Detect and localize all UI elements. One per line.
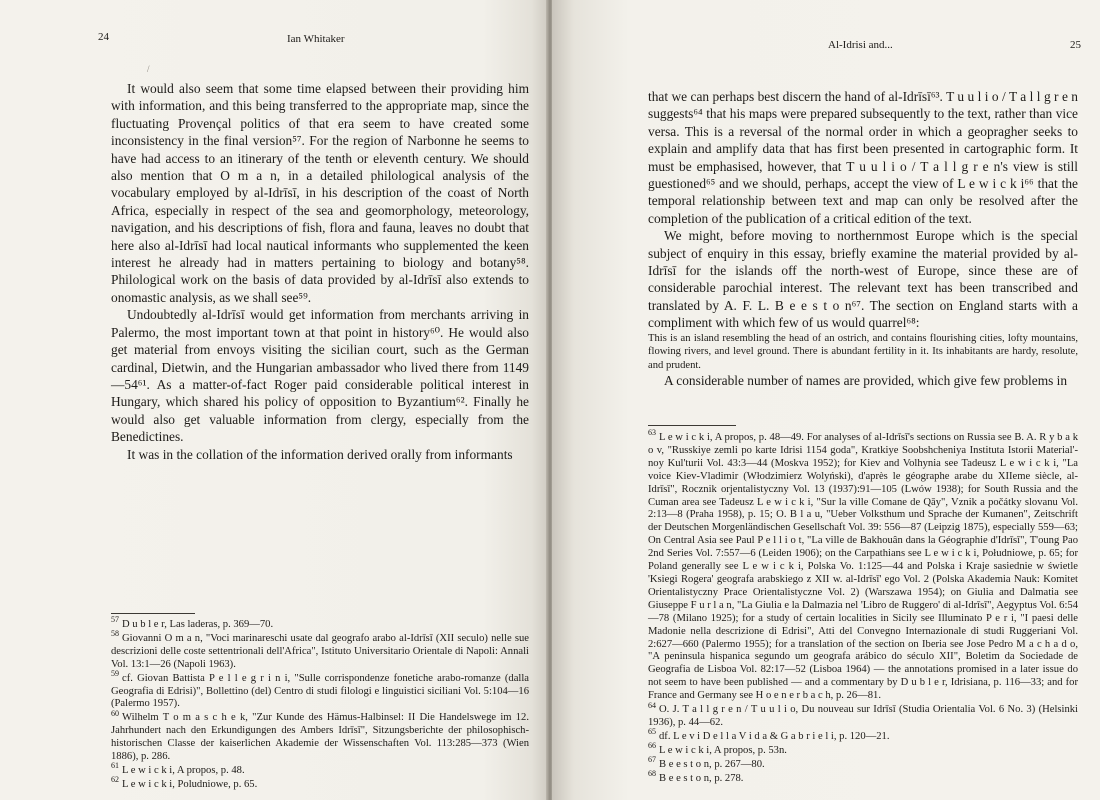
footnote: $^{60}$ Wilhelm T o m a s c h e k, "Zur Kunde des Hämus-Halbinsel: II Die Handelswege im 12. Jahrhundert nach den Erkundigungen des Ambers Idrīsī", Sitzungsberichte der philosophisch-historischen Classe der kaiserlichen Akademie der Wissenschaften Vol. 113:285—373 (Wien 1886), p. 286. <box>111 708 529 763</box>
footnotes <box>111 615 529 793</box>
page-number: 24 <box>98 31 109 43</box>
right-page <box>552 0 1100 800</box>
paragraph: A considerable number of names are provided, which give few problems in <box>664 372 1068 388</box>
running-head: Al-Idrisi and... <box>828 39 893 51</box>
footnotes <box>648 428 1078 786</box>
body-text <box>648 88 1078 389</box>
footnote-rule <box>111 613 195 614</box>
left-page <box>0 0 548 800</box>
footnote: $^{62}$ L e w i c k i, Poludniowe, p. 65. <box>111 775 258 790</box>
footnote: $^{57}$ D u b l e r, Las laderas, p. 369—70. <box>111 615 274 630</box>
footnote-rule <box>648 425 736 426</box>
block-quote: This is an island resembling the head of an ostrich, and contains flourishing cities, lofty mountains, flowing rivers, and level ground. There is abundant fertility in it. Its inhabitants are hardy, resolute, and prudent. <box>648 332 1078 371</box>
body-text <box>111 80 529 463</box>
footnote: $^{68}$ B e e s t o n, p. 278. <box>648 769 744 784</box>
paragraph: that we can perhaps best discern the hand of al-Idrīsī⁶³. T u u l i o / T a l l g r e n suggests⁶⁴ that his maps were prepared subsequently to the text, rather than vice versa. This is a reversal of the normal order in which a geopragher seeks to explain and amplify data that has first been presented in cartographic form. It must be emphasised, however, that T u u l i o / T a l l g r e n's view is still guestioned⁶⁵ and we should, perhaps, accept the view of L e w i c k i⁶⁶ that the temporal relationship between text and map can only be resolved after the completion of the publication of a critical edition of the text. <box>648 89 1078 226</box>
margin-mark: / <box>147 64 150 74</box>
paragraph: We might, before moving to northernmost Europe which is the special subject of enquiry in this essay, briefly examine the material provided by al-Idrīsī for the islands off the north-west of Europe, since these are of considerable parochial interest. The relevant text has been transcribed and translated by A. F. L. B e e s t o n⁶⁷. The section on England starts with a compliment with which few of us would quarrel⁶⁸: <box>648 228 1078 331</box>
paragraph: It would also seem that some time elapsed between their providing him with information, and this being transferred to the appropriate map, since the fluctuating Provençal politics of that era seem to have created some inconsistency in the final version⁵⁷. For the region of Narbonne he seems to have had access to an itinerary of the tenth or eleventh century. We should also mention that O m a n, in a detailed philological analysis of the vocabulary employed by al-Idrīsī, in his description of the coast of North Africa, especially in respect of the sea and geomorphology, meteorology, navigation, and his descriptions of fish, flora and fauna, leaves no doubt that here also al-Idrīsī had local nautical informants who supplemented the keen interest he already had in matters pertaining to biology and botany⁵⁸. Philological work on the basis of data provided by al-Idrīsī also extends to onomastic analysis, as we shall see⁵⁹. <box>111 81 529 305</box>
running-head: Ian Whitaker <box>287 33 345 45</box>
footnote: $^{61}$ L e w i c k i, A propos, p. 48. <box>111 761 245 776</box>
paragraph: It was in the collation of the information derived orally from informants <box>127 446 513 462</box>
paragraph: Undoubtedly al-Idrīsī would get information from merchants arriving in Palermo, the most important town at that point in history⁶⁰. He would also get material from envoys visiting the sicilian court, such as the German cardinal, Dietwin, and the Hungarian ambassador who lived there from 1149—54⁶¹. As a matter-of-fact Roger paid considerable political interest in Hungary, which shared his policy of opposition to Byzantium⁶². Finally he would also get valuable information from clergy, especially from the Benedictines. <box>111 307 529 445</box>
footnote: $^{66}$ L e w i c k i, A propos, p. 53n. <box>648 741 787 756</box>
page-number: 25 <box>1070 39 1081 51</box>
footnote: $^{67}$ B e e s t o n, p. 267—80. <box>648 755 765 770</box>
footnote: $^{64}$ O. J. T a l l g r e n / T u u l i o, Du nouveau sur Idrīsī (Studia Orientalia Vol. 6 No. 3) (Helsinki 1936), p. 44—62. <box>648 700 1078 728</box>
footnote: $^{59}$ cf. Giovan Battista P e l l e g r i n i, "Sulle corrispondenze fonetiche arabo-romanze (dalla Geografia di Edrisi)", Bollettino (del) Centro di studi filologi e linguistici siciliani Vol. 5:104—16 (Palermo 1957). <box>111 669 529 710</box>
footnote: $^{63}$ L e w i c k i, A propos, p. 48—49. For analyses of al-Idrīsī's sections on Russia see B. A. R y b a k o v, "Russkiye zemli po karte Idrisi 1154 goda", Kratkiye Soobshcheniya Instituta Istorii Material'-noy Kul'turii Vol. 43:3—44 (Moskva 1952); for Kiev and Volhynia see Tadeusz L e w i c k i, "La voice Kiev-Vladimir (Włodzimierz Wolyński), d'après le géographe arabe du XIIeme siècle, al-Idrīsī", Rocznik orjentalistyczny Vol. 13 (1937):91—105 (Lwów 1938); for South Russia and the Cuman area see Tadeusz L e w i c k i, "Sur la ville Comane de Qāy", Vznik a počátky slovanu Vol. 2:13—8 (Praha 1958), p. 15; O. B l a u, "Ueber Volksthum und Sprache der Kumanen", Zeitschrift der Deutschen Morgenländischen Gesellschaft Vol. 39: 556—87 (Leipzig 1875), especially 559—63; On Central Asia see Paul P e l l i o t, "La ville de Bakhouân dans la Géographie d'Idrīsī", T'oung Pao 2nd Series Vol. 7:557—6 (Leiden 1906); on the Carpathians see L e w i c k i, Południowe, p. 65; for Poland generally see L e w i c k i, Polska Vo. 1:125—44 and Polska i Kraje sasiednie w świetle 'Ksiegi Rogera' geografa arabskiego z XII w. al-Idrīsī' ego Vol. 2 (Polska Akademia Nauk: Komitet Orientalistyczny Prace Orientalistyczne Vol. 2) (Warszawa 1954); on Giulia and Dalmatia see Giuseppe F u r l a n, "La Giulia e la Dalmazia nel 'Libro de Ruggero' di al-Idrīsī", Aegyptus Vol. 6:54—78 (Milano 1925); for a study of certain localities in Sicily see Illuminato P e r i, "I paesi delle Madonie nella descrizione di Edrisi", Atti del Convegno Internazionale di studi Ruggeriani Vol. 2:627—660 (Palermo 1955); for a translation of the section on Iberia see Jose Pedro M a c h a d o, "A peninsula hispanica segundo um geografa arábico do século XII", Boletim da Sociedade de Geografia de Lisboa Vol. 82:17—52 (Lisboa 1964) — the annotations promised in a later issue do not seem to have been published — and a commentary by D u b l e r, Idrisiana, p. 116—33; and for France and Germany see H o e n e r b a c h, p. 26—81. <box>648 428 1078 702</box>
footnote: $^{65}$ df. L e v i D e l l a V i d a & G a b r i e l i, p. 120—21. <box>648 727 890 742</box>
footnote: $^{58}$ Giovanni O m a n, "Voci marinareschi usate dal geografo arabo al-Idrīsī (XII seculo) nelle sue descrizioni delle coste settentrionali dell'Africa", Istituto Universitario Orientale di Napoli: Annali Vol. 13:1—26 (Napoli 1963). <box>111 629 529 670</box>
